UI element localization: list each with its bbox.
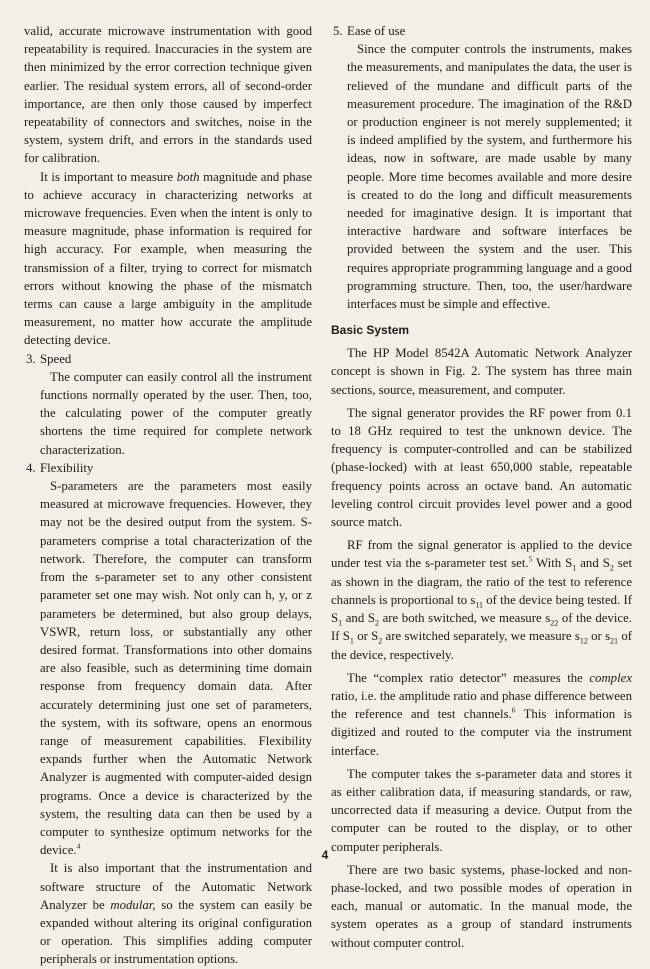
footnote-ref: 4 bbox=[76, 841, 81, 851]
right-column bbox=[331, 22, 632, 952]
list-number: 3. bbox=[26, 351, 36, 366]
list-item-flexibility bbox=[26, 459, 312, 969]
paragraph: Since the computer controls the instruments, makes the measurements, and manipulates the data, the user is relieved of the mundane and difficult parts of the measurement procedure. The imagination of the R&D or production engineer is not merely supplemented; it is indeed amplified by the system, and furthermore his ideas, now in software, are made usable by many people. More time becomes available and more desire is created to do the long and difficult measurements needed for imaginative design. It is important that interactive hardware and software interfaces be provided between the system and the user. This requires appropriate programming language and a good programming structure. Then, too, the user/hardware interfaces must be simple and effective. bbox=[347, 42, 632, 312]
paragraph: RF from the signal generator is applied to the device under test via the s-parameter test set.$^5$ With $S_1$ and $S_2$ set as shown in the diagram, the ratio of the test to reference channels is proportional to $s_{11}$ of the device being tested. If $S_1$ and $S_2$ are both switched, we measure $s_{22}$ of the device. If $S_1$ or $S_2$ are switched separately, we measure $s_{12}$ or $s_{21}$ of the device, respectively. bbox=[331, 538, 633, 662]
section-heading: Basic System bbox=[331, 323, 410, 338]
paragraph: It is also important that the instrumentation and software structure of the Automatic Network Analyzer be modular, so the system can easily be expanded without altering its original configuration or operation. This simplifies adding computer peripherals or instrumentation options. bbox=[40, 861, 312, 967]
list-title: Ease of use bbox=[347, 24, 406, 38]
paragraph: The “complex ratio detector” measures the complex ratio, i.e. the amplitude ratio and phase difference between the reference and test channels.$^6$ This information is digitized and routed to the computer via the instrument interface. bbox=[331, 670, 632, 758]
footnote-ref: 6 bbox=[511, 705, 516, 715]
paragraph: The computer can easily control all the instrument functions normally operated by the user. Then, too, the calculating power of the computer greatly shortens the time required for complete network characterization. bbox=[40, 369, 312, 457]
paragraph: S-parameters are the parameters most easily measured at microwave frequencies. However, they may not be the desired output from the system. S-parameters comprise a total characterization of the network. Therefore, the computer can transform from the s-parameter set to any other consistent parameter set one may wish. Not only can h, y, or z parameters be determined, but also group delays, VSWR, return loss, or substantially any other desired format. Transformations into other domains are also feasible, such as determining time domain response from frequency domain data. After accurately determining just one set of parameters, the system, with its software, opens an enormous range of measurement capabilities. Flexibility expands further when the Automatic Network Analyzer is augmented with computer-aided design programs. Once a device is characterized by the system, the resulting data can then be used by a computer to synthesize optimum networks for the device.$^4$ bbox=[40, 479, 312, 858]
paragraph: It is important to measure both magnitude and phase to achieve accuracy in characterizing networks at microwave frequencies. Even when the intent is only to measure magnitude, phase information is required for high accuracy. For example, when measuring the transmission of a filter, trying to correct for mismatch errors without knowing the phase of the mismatch terms can cause a large ambiguity in the amplitude measurement, no matter how accurate the amplitude detecting device. bbox=[24, 169, 312, 348]
paragraph: valid, accurate microwave instrumentation with good repeatability is required. Inaccuracies in the system are then minimized by the error correction technique given earlier. The residual system errors, all of second-order importance, are then only those caused by imperfect repeatability of connectors and switches, noise in the system, system drift, and errors in the standards used for calibration. bbox=[24, 24, 312, 166]
page-number: 4 bbox=[321, 848, 329, 862]
list-title: Speed bbox=[40, 351, 72, 366]
paragraph: The computer takes the s-parameter data and stores it as either calibration data, if measuring standards, or raw, uncorrected data if measuring a device. Output from the computer can be routed to the display, or to other computer peripherals. bbox=[331, 766, 632, 854]
list-item-speed bbox=[26, 350, 312, 459]
paragraph: The HP Model 8542A Automatic Network Analyzer concept is shown in Fig. 2. The system has three main sections, source, measurement, and computer. bbox=[331, 346, 632, 397]
paragraph: The signal generator provides the RF power from 0.1 to 18 GHz required to test the unknown device. The frequency is computer-controlled and can be stabilized (phase-locked) with at least 650,000 stable, repeatable frequency points across an octave band. An automatic leveling control circuit provides level power and a good source match. bbox=[331, 405, 632, 530]
list-title: Flexibility bbox=[40, 460, 94, 475]
list-number: 4. bbox=[26, 460, 36, 475]
footnote-ref: 5 bbox=[528, 555, 533, 565]
paragraph: There are two basic systems, phase-locked and non-phase-locked, and two possible modes of operation in each, manual or automatic. In the manual mode, the system operates as a group of standard instruments without computer control. bbox=[331, 862, 632, 950]
left-column bbox=[24, 22, 312, 969]
list-number: 5. bbox=[333, 24, 343, 38]
list-item-ease-of-use bbox=[333, 22, 632, 313]
